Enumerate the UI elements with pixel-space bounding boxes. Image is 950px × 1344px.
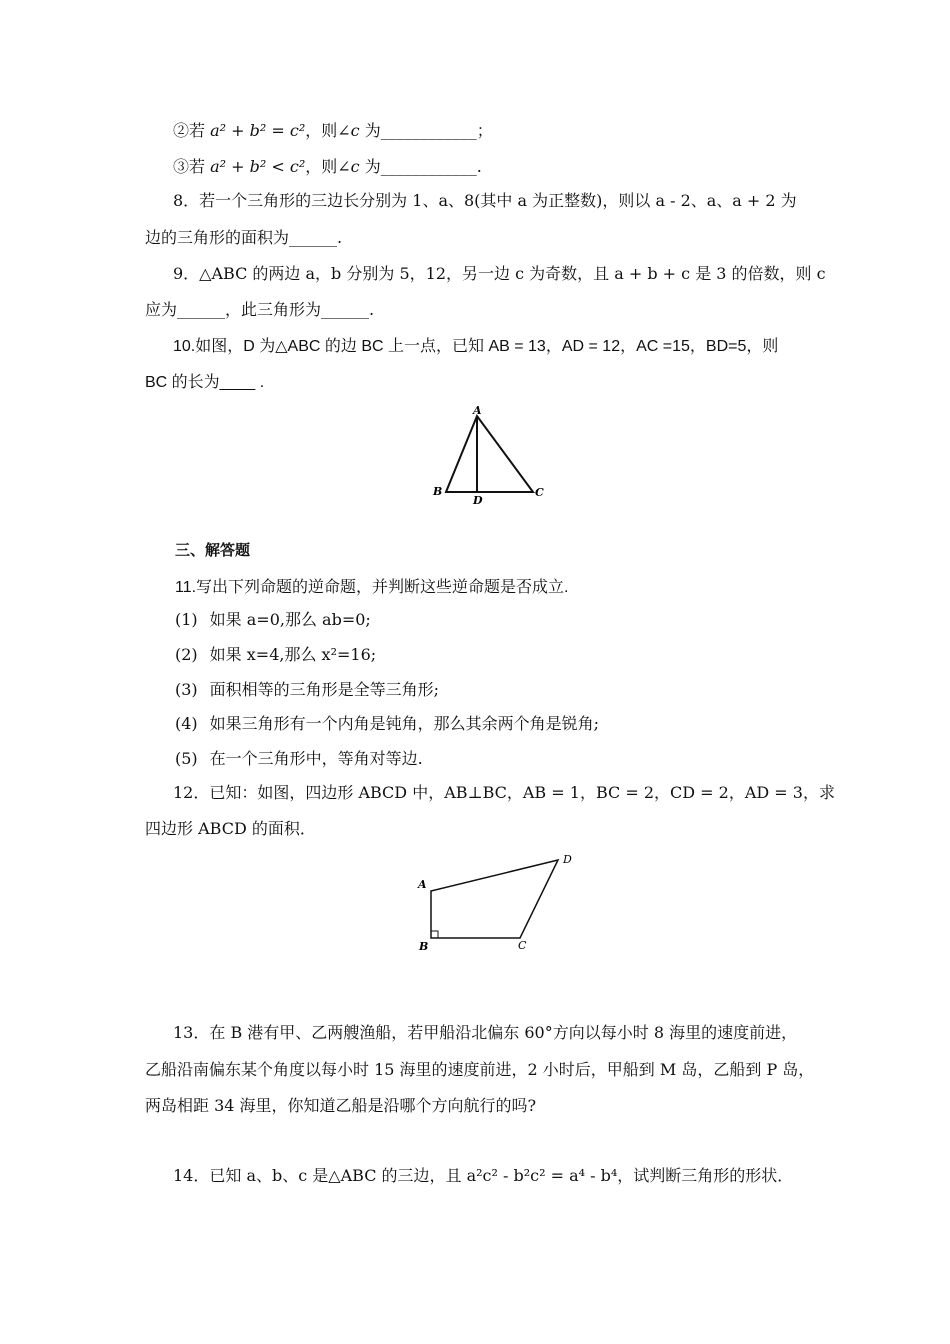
q11-intro: 11.写出下列命题的逆命题，并判断这些逆命题是否成立. [175,579,569,596]
q7-item2-blank: 为____________； [359,121,493,140]
q10-line1: 10.如图，D 为△ABC 的边 BC 上一点，已知 AB = 13，AD = 12，AC =15，BD=5，则 [173,338,779,355]
q11-item: (3) 面积相等的三角形是全等三角形; [175,680,440,699]
label-a: A [418,878,427,891]
label-d: D [473,494,483,507]
label-d: D [563,853,572,866]
q11-item: (5) 在一个三角形中，等角对等边. [175,749,423,768]
q9-line2: 应为______，此三角形为______. [145,300,375,319]
q13-line2: 乙船沿南偏东某个角度以每小时 15 海里的速度前进，2 小时后，甲船到 M 岛，乙船到 P 岛， [145,1060,815,1079]
q8-line2: 边的三角形的面积为______. [145,228,343,247]
q7-item2-expression: a² + b² = c² [210,121,306,140]
q14-line1: 14．已知 a、b、c 是△ABC 的三边，且 a²c² - b²c² = a⁴ - b⁴，试判断三角形的形状． [173,1166,794,1185]
q12-line2: 四边形 ABCD 的面积． [145,819,316,838]
q12-line1: 12．已知：如图，四边形 ABCD 中，AB⊥BC，AB = 1，BC = 2，CD = 2，AD = 3，求 [173,783,835,802]
q8-line1: 8．若一个三角形的三边长分别为 1、a、8(其中 a 为正整数)，则以 a - 2、a、a + 2 为 [173,191,797,210]
label-b: B [433,485,443,498]
label-a: A [473,404,482,417]
q11-item: (4) 如果三角形有一个内角是钝角，那么其余两个角是锐角; [175,714,600,733]
q7-item3: ③若 a² + b² < c²，则∠c 为____________. [173,157,482,176]
q10-line2: BC 的长为____ . [145,374,265,391]
label-c: C [518,939,527,952]
triangle-abd-figure [425,400,550,510]
q13-line3: 两岛相距 34 海里，你知道乙船是沿哪个方向航行的吗? [145,1096,537,1115]
q9-line1: 9．△ABC 的两边 a，b 分别为 5，12，另一边 c 为奇数，且 a + b + c 是 3 的倍数，则 c [173,264,826,283]
right-angle-mark [431,931,438,938]
triangle-abc [446,416,533,492]
label-c: C [535,486,544,499]
q13-line1: 13．在 B 港有甲、乙两艘渔船，若甲船沿北偏东 60°方向以每小时 8 海里的速度前进， [173,1023,798,1042]
section-heading: 三、解答题 [175,541,251,559]
label-b: B [419,940,429,953]
q7-item3-blank: 为____________. [359,157,482,176]
quadrilateral-abcd-figure [410,848,580,958]
q7-item3-expression: a² + b² < c² [210,157,306,176]
q11-item: (1) 如果 a=0,那么 ab=0; [175,610,371,629]
quadrilateral-abcd [431,860,558,938]
q11-item: (2) 如果 x=4,那么 x²=16; [175,645,377,664]
q7-item2: ②若 a² + b² = c²，则∠c 为____________； [173,121,493,140]
